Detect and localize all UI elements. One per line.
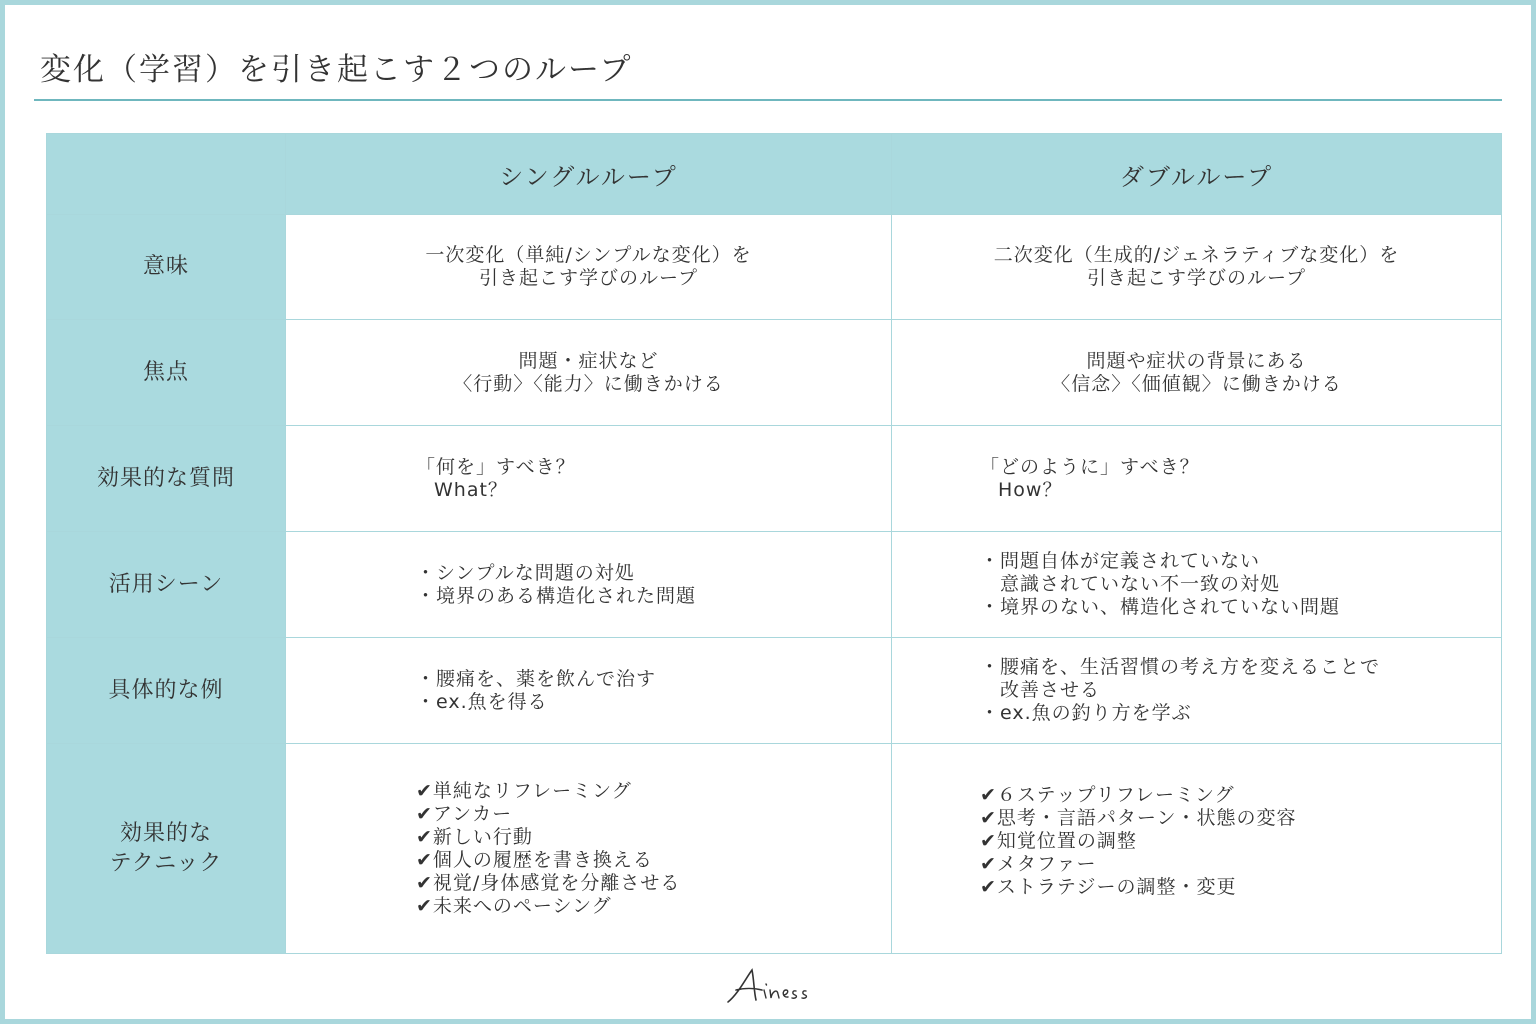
cell-single-example <box>286 638 892 744</box>
cell-line: ・腰痛を、薬を飲んで治す <box>416 667 657 690</box>
cell-line: ・ex.魚を得る <box>416 690 548 713</box>
logo-text: Ainess <box>724 964 728 965</box>
table-row-example <box>47 638 1502 744</box>
cell-line: 問題・症状など <box>518 349 659 372</box>
cell-line: 「どのように」すべき？ <box>980 455 1200 478</box>
cell-double-technique <box>892 744 1502 954</box>
row-label-text: テクニック <box>109 850 223 876</box>
row-label-meaning <box>47 215 286 320</box>
table-row-focus <box>47 320 1502 426</box>
cell-single-use-scene <box>286 532 892 638</box>
cell-line: ・境界のない、構造化されていない問題 <box>980 596 1341 618</box>
cell-line: 〈行動〉〈能力〉に働きかける <box>453 372 724 395</box>
cell-line: ✔アンカー <box>416 802 513 825</box>
cell-line: ✔６ステップリフレーミング <box>980 784 1235 806</box>
cell-line: ✔新しい行動 <box>416 825 533 848</box>
table-row-use-scene <box>47 532 1502 638</box>
ainess-logo <box>724 964 816 1008</box>
cell-line: ✔未来へのペーシング <box>416 894 612 917</box>
cell-double-focus <box>892 320 1502 426</box>
cell-line: ✔単純なリフレーミング <box>416 779 632 802</box>
row-label-text: 具体的な例 <box>108 677 224 703</box>
cell-line: 意識されていない不一致の対処 <box>1000 573 1281 595</box>
cell-line: ✔個人の履歴を書き換える <box>416 848 653 871</box>
cell-line: 一次変化（単純/シンプルな変化）を <box>425 244 752 266</box>
table-row-meaning <box>47 215 1502 320</box>
table-row-technique <box>47 744 1502 954</box>
cell-single-focus <box>286 320 892 426</box>
row-label-use-scene <box>47 532 286 638</box>
cell-line: 引き起こす学びのループ <box>1086 267 1307 289</box>
row-label-text: 活用シーン <box>108 571 224 597</box>
header-single-loop: シングルループ <box>286 134 892 215</box>
title-underline <box>34 99 1502 101</box>
header-corner <box>47 134 286 215</box>
row-label-question <box>47 426 286 532</box>
cell-line: ・問題自体が定義されていない <box>980 550 1261 572</box>
row-label-text: 効果的な <box>119 820 212 846</box>
cell-line: ・腰痛を、生活習慣の考え方を変えることで <box>980 656 1381 678</box>
cell-line: How？ <box>998 478 1063 501</box>
row-label-text: 効果的な質問 <box>96 465 235 491</box>
cell-line: ✔ストラテジーの調整・変更 <box>980 876 1237 898</box>
cell-double-use-scene <box>892 532 1502 638</box>
row-label-focus <box>47 320 286 426</box>
cell-line: 「何を」すべき？ <box>416 455 576 478</box>
page-title: 変化（学習）を引き起こす２つのループ <box>40 52 633 88</box>
cell-line: What？ <box>434 478 508 501</box>
cell-single-question <box>286 426 892 532</box>
cell-line: 二次変化（生成的/ジェネラティブな変化）を <box>993 244 1400 266</box>
table-row-question <box>47 426 1502 532</box>
comparison-table <box>46 133 1502 954</box>
cell-line: ✔メタファー <box>980 853 1097 875</box>
cell-line: ✔知覚位置の調整 <box>980 830 1137 852</box>
cell-double-question <box>892 426 1502 532</box>
cell-line: ✔視覚/身体感覚を分離させる <box>416 871 681 894</box>
cell-line: 改善させる <box>1000 679 1101 701</box>
row-label-text: 焦点 <box>142 359 189 385</box>
row-label-text: 意味 <box>142 254 189 280</box>
cell-line: ・ex.魚の釣り方を学ぶ <box>980 702 1192 724</box>
cell-line: ・境界のある構造化された問題 <box>416 584 697 607</box>
cell-line: ✔思考・言語パターン・状態の変容 <box>980 807 1297 829</box>
cell-double-meaning <box>892 215 1502 320</box>
cell-line: 引き起こす学びのループ <box>478 267 699 289</box>
cell-double-example <box>892 638 1502 744</box>
cell-line: 〈信念〉〈価値観〉に働きかける <box>1051 372 1342 395</box>
row-label-example <box>47 638 286 744</box>
header-double-loop: ダブルループ <box>892 134 1502 215</box>
cell-single-technique <box>286 744 892 954</box>
row-label-technique <box>47 744 286 954</box>
cell-line: 問題や症状の背景にある <box>1086 349 1307 372</box>
cell-line: ・シンプルな問題の対処 <box>416 561 635 584</box>
table-header-row <box>47 134 1502 215</box>
cell-single-meaning <box>286 215 892 320</box>
